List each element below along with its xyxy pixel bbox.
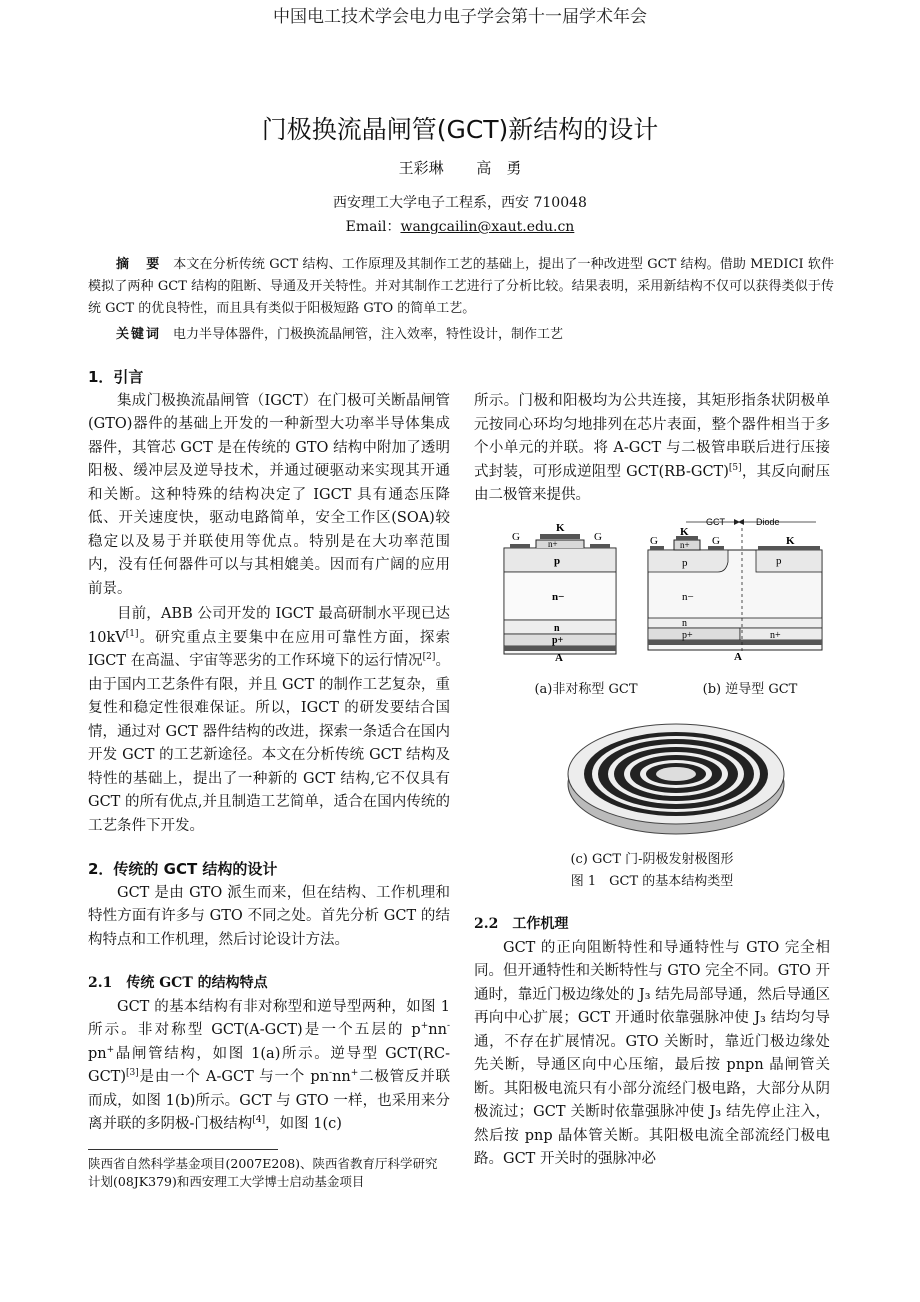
label-p-diode: p (776, 555, 782, 567)
figure-1a-diagram (502, 520, 622, 662)
citation-4[interactable]: [4] (252, 1115, 266, 1126)
citation-2[interactable]: [2] (422, 652, 436, 663)
gate-metal-right (590, 544, 610, 548)
abstract-label: 摘 要 (116, 257, 162, 272)
label-p-b: p (682, 557, 688, 569)
abstract (88, 254, 834, 320)
right-para-1: 所示。门极和阳极均为公共连接，其矩形指条状阴极单元按同心环均匀地排列在芯片表面，整个器件相当于多个小单元的并联。将 A-GCT 与二极管串联后进行压接式封装，可形成逆阻型 GCT(RB-GCT)[5]，其反向耐压由二极管来提供。 (474, 393, 830, 503)
author-2: 高 勇 (476, 159, 522, 177)
citation-5[interactable]: [5] (728, 462, 742, 473)
keywords-text: 电力半导体器件，门极换流晶闸管，注入效率，特性设计，制作工艺 (173, 327, 564, 342)
label-nminus: n− (552, 591, 565, 603)
citation-3[interactable]: [3] (126, 1068, 139, 1079)
label-a-b: A (734, 651, 742, 662)
label-nplus-b: n+ (680, 540, 690, 550)
paper-title: 门极换流晶闸管(GCT)新结构的设计 (261, 115, 659, 144)
label-g-right: G (594, 531, 602, 543)
label-k: K (556, 522, 565, 534)
label-diode-span: Diode (756, 517, 780, 527)
section-2-2-title: 2.2 工作机理 (474, 916, 569, 932)
figure-1b-diagram (646, 514, 826, 662)
figure-1c-diagram (564, 710, 788, 836)
label-g-b1: G (650, 535, 658, 547)
anode-metal-b (648, 640, 822, 645)
n-plus-diode (740, 628, 822, 640)
n-buffer-layer (504, 620, 616, 634)
citation-1[interactable]: [1] (125, 628, 139, 639)
figure-1c-caption: (c) GCT 门-阴极发射极图形 (570, 852, 734, 867)
footnote-rule (88, 1149, 278, 1150)
center-gate (656, 767, 696, 781)
figure-1-caption: 图 1 GCT 的基本结构类型 (570, 874, 734, 889)
email-label: Email： (345, 219, 401, 235)
left-column (88, 366, 450, 1137)
label-g-left: G (512, 531, 520, 543)
n-plus-emitter (536, 540, 584, 548)
label-n-b: n (682, 618, 687, 629)
cathode-metal (540, 534, 580, 539)
p-plus-anode (648, 628, 740, 640)
label-k-b: K (680, 526, 689, 538)
section-2-1-para: GCT 的基本结构有非对称型和逆导型两种，如图 1 所示。非对称型 GCT(A-GCT)是一个五层的 p+nn-pn+晶闸管结构，如图 1(a)所示。逆导型 GCT(RC-GCT)[3]是由一个 A-GCT 与一个 pn-nn+二极管反并联而成，如图 1(b)所示。GCT 与 GTO 一样，也采用来分离并联的多阴极-门极结构[4]，如图 1(c) (88, 998, 450, 1132)
label-pplus-b: p+ (682, 630, 693, 641)
figure-1b-caption: (b) 逆导型 GCT (702, 682, 798, 697)
section-2-para-1: GCT 是由 GTO 派生而来，但在结构、工作机理和特性方面有许多与 GTO 不同之处。首先分析 GCT 的结构特点和工作机理，然后讨论设计方法。 (88, 884, 450, 948)
label-a: A (555, 652, 563, 662)
right-column-bottom (474, 913, 830, 1172)
p-base (648, 550, 728, 572)
section-1-para-2: 目前，ABB 公司开发的 IGCT 最高研制水平现已达 10kV[1]。研究重点主要集中在应用可靠性方面，探索 IGCT 在高温、宇宙等恶劣的工作环境下的运行情况[2]。由于国内工艺条件有限，并且 GCT 的制作工艺复杂，重复性和稳定性很难保证。所以，IGCT 的研发要结合国情，通过对 GCT 器件结构的改进，探索一条适合在国内开发 GCT 的工艺新途径。本文在分析传统 GCT 结构及特性的基础上，提出了一种新的 GCT 结构,它不仅具有 GCT 的所有优点,并且制造工艺简单，适合在国内传统的工艺条件下开发。 (88, 606, 450, 834)
figure-1a-caption: (a)非对称型 GCT (534, 682, 638, 697)
abstract-text: 本文在分析传统 GCT 结构、工作原理及其制作工艺的基础上，提出了一种改进型 GCT 结构。借助 MEDICI 软件模拟了两种 GCT 结构的阻断、导通及开关特性。并对其制作工艺进行了分析比较。结果表明，采用新结构不仅可以获得类似于传统 GCT 的优良特性，而且具有类似于阳极短路 GTO 的简单工艺。 (88, 257, 834, 316)
footnote: 陕西省自然科学基金项目(2007E208)、陕西省教育厅科学研究计划(08JK379)和西安理工大学博士启动基金项目 (88, 1156, 438, 1189)
label-nminus-b: n− (682, 591, 694, 603)
label-gct-span: GCT (706, 517, 725, 527)
diode-p-region (756, 550, 822, 572)
label-nplus-diode: n+ (770, 630, 781, 641)
label-n: n (554, 623, 560, 634)
section-2-2-para: GCT 的正向阻断特性和导通特性与 GTO 完全相同。但开通特性和关断特性与 GTO 完全不同。GTO 开通时，靠近门极边缘处的 J₃ 结先局部导通，然后导通区再向中心扩展；GCT 开通时依靠强脉冲使 J₃ 结均匀导通，不存在扩展情况。GTO 关断时，靠近门极边缘处先关断，导通区向中心压缩，最后按 pnpn 晶闸管关断。其阳极电流只有小部分流经门极电路，大部分从阴极流过；GCT 关断时依靠强脉冲使 J₃ 结先停止注入，然后按 pnp 晶体管关断。其阳极电流全部流经门极电路。GCT 开关时的强脉冲必 (474, 939, 830, 1167)
keywords-label: 关键词 (116, 327, 162, 342)
section-2-title: 2．传统的 GCT 结构的设计 (88, 860, 278, 878)
label-k-diode: K (786, 535, 795, 547)
affiliation: 西安理工大学电子工程系，西安 710048 (333, 195, 587, 211)
label-nplus: n+ (548, 539, 558, 549)
author-1: 王彩琳 (398, 159, 444, 177)
section-2-1-title: 2.1 传统 GCT 的结构特点 (88, 975, 268, 991)
section-1-title: 1．引言 (88, 368, 144, 386)
label-pplus: p+ (552, 635, 564, 646)
gate-metal-left (510, 544, 530, 548)
authors (0, 157, 920, 178)
n-buffer (648, 618, 822, 628)
diode-arrow (738, 519, 744, 525)
email-line (0, 216, 920, 236)
keywords (116, 323, 836, 342)
anode-metal (504, 646, 616, 651)
right-column-top (474, 390, 830, 508)
label-p: p (554, 555, 561, 567)
email-link[interactable]: wangcailin@xaut.edu.cn (400, 219, 575, 235)
section-1-para-1: 集成门极换流晶闸管（IGCT）在门极可关断晶闸管(GTO)器件的基础上开发的一种新型大功率半导体集成器件，其管芯 GCT 是在传统的 GTO 结构中附加了透明阳极、缓冲层及逆导技术，并通过硬驱动来实现其开通和关断。这种特殊的结构决定了 IGCT 具有通态压降低、开关速度快，驱动电路简单，安全工作区(SOA)较稳定以及易于并联使用等优点。特别是在大功率范围内，没有任何器件可以与其相媲美。因而有广阔的应用前景。 (88, 392, 450, 597)
label-g-b2: G (712, 535, 720, 547)
conference-header: 中国电工技术学会电力电子学会第十一届学术年会 (273, 7, 647, 27)
